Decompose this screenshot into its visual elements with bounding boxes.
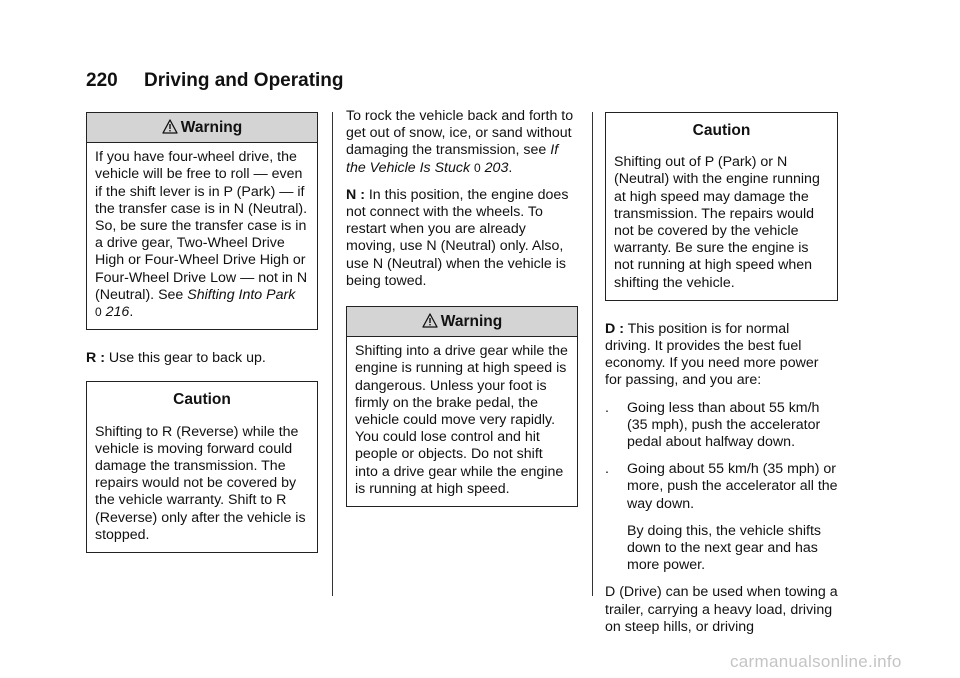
warning-header [347, 307, 577, 337]
column-3 [605, 112, 838, 646]
warning-title: Warning [180, 119, 243, 136]
rock-tail: . [508, 159, 513, 176]
column-2 [346, 108, 578, 523]
column-divider-2 [592, 112, 593, 596]
page-ref-arrow: 0 [474, 160, 481, 175]
bullet-marker: . [605, 461, 609, 478]
column-1 [86, 112, 318, 569]
xref-page-203[interactable]: 203 [484, 159, 509, 176]
warning-box-drive-gear [346, 306, 578, 507]
page-number: 220 [86, 70, 118, 91]
warning-title: Warning [440, 313, 503, 331]
bullet-text: Going less than about 55 km/h (35 mph), push the accelerator pedal about halfway down. [627, 399, 821, 451]
bullet-text: Going about 55 km/h (35 mph) or more, push the accelerator all the way down. [627, 461, 838, 512]
caution-header: Caution [692, 122, 751, 139]
section-title: Driving and Operating [144, 70, 344, 91]
gear-label-n: N : [346, 186, 365, 203]
paragraph-drive [605, 321, 838, 390]
warning-triangle-icon [422, 313, 438, 328]
caution-box-reverse [86, 381, 318, 553]
paragraph-neutral [346, 187, 578, 290]
bullet-marker: . [605, 399, 609, 416]
caution-body: Shifting out of P (Park) or N (Neutral) with the engine running at high speed may damage the transmission. The repairs would not be covered by the vehicle warranty. Be sure the engine is not running at high speed when shifting the vehicle. [614, 154, 820, 291]
gear-text-d: This position is for normal driving. It provides the best fuel economy. If you need more power for passing, and you are: [605, 320, 819, 389]
gear-text-n: In this position, the engine does not connect with the wheels. To restart when you are already moving, use N (Neutral) only. Also, use N (Neutral) when the vehicle is being towed. [346, 186, 569, 289]
caution-box-shifting [605, 112, 838, 301]
column-divider-1 [332, 112, 333, 596]
gear-text-r: Use this gear to back up. [104, 350, 266, 367]
xref-if-vehicle-stuck[interactable]: If the Vehicle Is Stuck [346, 142, 559, 176]
gear-label-r: R : [86, 350, 105, 367]
warning-body: Shifting into a drive gear while the engine is running at high speed is dangerous. Unless your foot is firmly on the brake pedal, the vehicle could move very rapidly. You could lose control and hit people or objects. Do not shift into a drive gear while the engine is running at high speed. [355, 343, 568, 497]
xref-page-216[interactable]: 216 [105, 304, 130, 321]
list-item [605, 400, 838, 452]
page-ref-arrow: 0 [95, 305, 102, 320]
page-header [86, 70, 344, 92]
indented-note: By doing this, the vehicle shifts down to the next gear and has more power. [627, 522, 821, 574]
warning-body [87, 143, 317, 329]
warning-triangle-icon [162, 119, 178, 134]
warning-text: If you have four-wheel drive, the vehicle will be free to roll — even if the shift lever is in P (Park) — if the transfer case is in N (Neutral). So, be sure the transfer case is in a drive gear, Two-Wheel Drive High or Four-Wheel Drive High or Four-Wheel Drive Low — not in N (Neutral). See [95, 149, 308, 303]
paragraph-rock-vehicle [346, 108, 578, 177]
xref-shifting-into-park[interactable]: Shifting Into Park [187, 286, 296, 303]
rock-text: To rock the vehicle back and forth to get out of snow, ice, or sand without damaging the transmission, see [346, 108, 574, 159]
paragraph-reverse [86, 350, 318, 367]
warning-header [87, 113, 317, 143]
paragraph-towing: D (Drive) can be used when towing a trailer, carrying a heavy load, driving on steep hills, or driving [605, 584, 838, 635]
caution-body: Shifting to R (Reverse) while the vehicle is moving forward could damage the transmission. The repairs would not be covered by the vehicle warranty. Shift to R (Reverse) only after the vehicle is stopped. [95, 423, 306, 543]
warning-tail: . [129, 304, 134, 321]
watermark-text: carmanualsonline.info [730, 652, 902, 671]
warning-box-four-wheel [86, 112, 318, 330]
caution-header: Caution [173, 391, 231, 409]
list-item [605, 461, 838, 513]
gear-label-d: D : [605, 320, 624, 337]
